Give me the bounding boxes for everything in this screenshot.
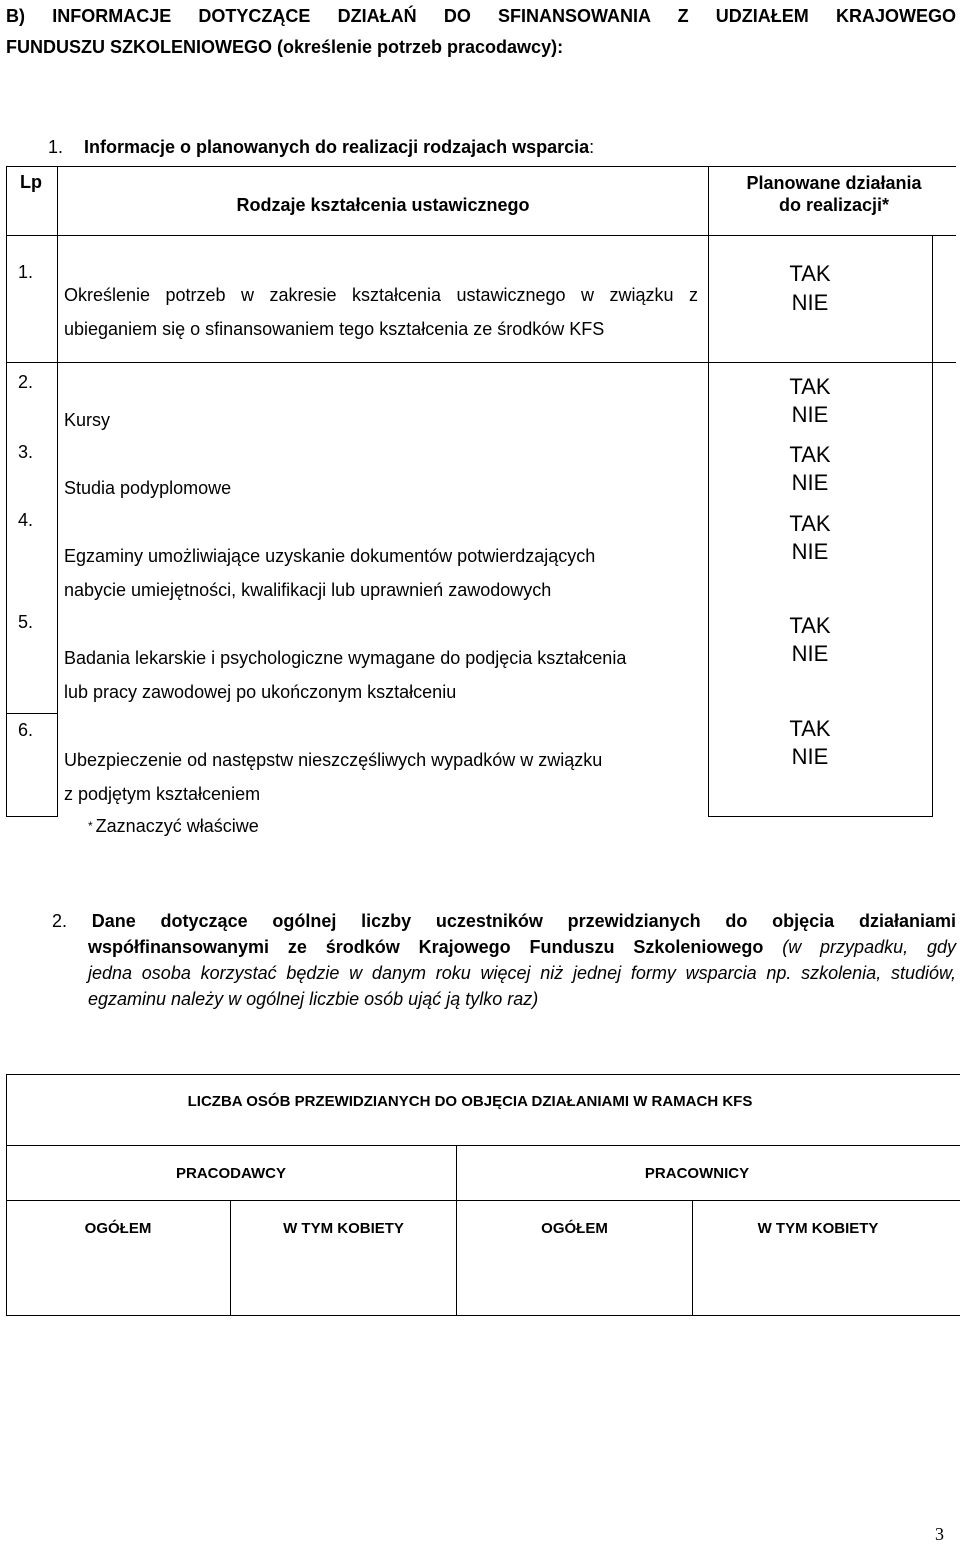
row5-option-yes[interactable]: TAK <box>789 613 831 638</box>
row1-option-yes[interactable]: TAK <box>789 261 831 286</box>
row6-lp: 6. <box>18 720 34 740</box>
table1-bottom-plan-border <box>708 816 933 817</box>
table2-title: LICZBA OSÓB PRZEWIDZIANYCH DO OBJĘCIA DZIAŁANIAMI W RAMACH KFS <box>187 1093 753 1110</box>
row5-text-line2: lub pracy zawodowej po ukończonym kształceniu <box>64 682 457 702</box>
row6-text-line1: Ubezpieczenie od następstw nieszczęśliwych wypadków w związku <box>64 750 603 770</box>
table1-bottom-lp-border <box>6 816 58 817</box>
row1-lp: 1. <box>18 262 34 282</box>
section1-title-text: Informacje o planowanych do realizacji rodzajach wsparcia <box>84 137 590 157</box>
row3-option-yes[interactable]: TAK <box>789 442 831 467</box>
table2-employees-total-header: OGÓŁEM <box>541 1220 608 1237</box>
footnote-text: Zaznaczyć właściwe <box>95 816 259 836</box>
table1-header-types: Rodzaje kształcenia ustawicznego <box>236 195 530 215</box>
section1-title-suffix: : <box>589 137 595 157</box>
table1-header-plan-line1: Planowane działania <box>746 173 922 193</box>
section1-title <box>48 133 594 161</box>
section2-line4-italic: egzaminu należy w ogólnej liczbie osób ująć ją tylko raz) <box>88 989 539 1009</box>
section-b-heading-line2: FUNDUSZU SZKOLENIOWEGO (określenie potrzeb pracodawcy): <box>6 37 564 57</box>
table1-left-border <box>6 166 7 817</box>
table1-header-plan-line2: do realizacji* <box>778 195 890 215</box>
footnote-star: * <box>88 819 93 833</box>
row1-option-no[interactable]: NIE <box>791 290 829 315</box>
table1-header-border <box>6 235 956 236</box>
row4-option-yes[interactable]: TAK <box>789 511 831 536</box>
section2-line3-italic: jedna osoba korzystać będzie w danym roku więcej niż jednej formy wsparcia np. szkolenia, studiów, <box>88 963 956 983</box>
table1-top-border <box>6 166 956 167</box>
employers-total-input-cell[interactable] <box>7 1256 230 1314</box>
section2-line2 <box>52 934 956 960</box>
row4-lp: 4. <box>18 510 34 530</box>
table1-footnote <box>88 816 259 837</box>
table1-row1-border <box>6 362 956 363</box>
row5-lp: 5. <box>18 612 34 632</box>
row1-text-line1: Określenie potrzeb w zakresie kształcenia ustawicznego w związku z <box>64 285 698 305</box>
section2-line2-bold: współfinansowanymi ze środków Krajowego Funduszu Szkoleniowego <box>88 937 764 957</box>
table1-right-border <box>932 235 933 817</box>
section2-line4 <box>52 986 956 1012</box>
row2-option-yes[interactable]: TAK <box>789 374 831 399</box>
row6-option-no[interactable]: NIE <box>791 744 829 769</box>
table2-employers-total-header: OGÓŁEM <box>84 1220 152 1237</box>
table1-plan-divider <box>708 166 709 817</box>
row2-option-no[interactable]: NIE <box>791 402 829 427</box>
table1-row5-lp-border <box>6 713 58 714</box>
table2-title-border <box>6 1145 960 1146</box>
section2-number: 2. <box>52 911 68 931</box>
table1-header-lp: Lp <box>20 172 42 192</box>
section1-number: 1. <box>48 137 64 157</box>
row4-text-line1: Egzaminy umożliwiające uzyskanie dokumentów potwierdzających <box>64 546 596 566</box>
row3-text: Studia podyplomowe <box>64 478 232 498</box>
table2-employers-women-header: W TYM KOBIETY <box>283 1220 404 1237</box>
section2-line1-bold: Dane dotyczące ogólnej liczby uczestników przewidzianych do objęcia działaniami <box>91 911 956 931</box>
row4-text-line2: nabycie umiejętności, kwalifikacji lub uprawnień zawodowych <box>64 580 552 600</box>
table2-employers-header: PRACODAWCY <box>175 1165 286 1182</box>
section2-paragraph <box>52 908 956 1012</box>
row6-text-line2: z podjętym kształceniem <box>64 784 261 804</box>
employees-total-input-cell[interactable] <box>457 1256 692 1314</box>
row5-option-no[interactable]: NIE <box>791 641 829 666</box>
employees-women-input-cell[interactable] <box>693 1256 959 1314</box>
employers-women-input-cell[interactable] <box>231 1256 456 1314</box>
row1-text-line2: ubieganiem się o sfinansowaniem tego kształcenia ze środków KFS <box>64 319 605 339</box>
page-number: 3 <box>935 1524 944 1544</box>
row2-text: Kursy <box>64 410 111 430</box>
table1-lp-divider <box>57 166 58 817</box>
row3-lp: 3. <box>18 442 34 462</box>
row5-text-line1: Badania lekarskie i psychologiczne wymagane do podjęcia kształcenia <box>64 648 627 668</box>
row2-lp: 2. <box>18 372 34 392</box>
section2-line1 <box>52 908 956 934</box>
row6-option-yes[interactable]: TAK <box>789 716 831 741</box>
section-b-heading-line1: B) INFORMACJE DOTYCZĄCE DZIAŁAŃ DO SFINANSOWANIA Z UDZIAŁEM KRAJOWEGO <box>6 6 956 26</box>
row4-option-no[interactable]: NIE <box>791 539 829 564</box>
section2-line3 <box>52 960 956 986</box>
row3-option-no[interactable]: NIE <box>791 470 829 495</box>
table2-employees-women-header: W TYM KOBIETY <box>757 1220 879 1237</box>
table2-group-border <box>6 1200 960 1201</box>
section2-line2-italic: (w przypadku, gdy <box>782 937 956 957</box>
table2-employees-header: PRACOWNICY <box>644 1165 750 1182</box>
